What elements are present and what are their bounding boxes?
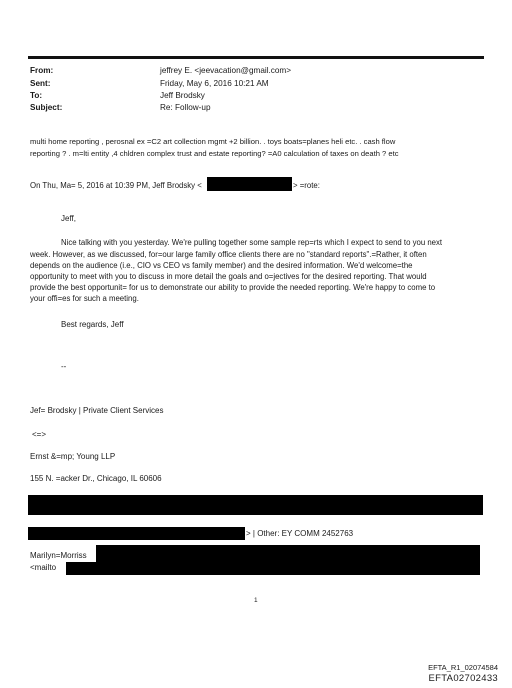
quote-intro-start: On Thu, Ma= 5, 2016 at 10:39 PM, Jeff Brodsky < — [30, 181, 202, 190]
quote-body-line-1: Nice talking with you yesterday. We're pulling together some sample rep=rts which I expect to send to you next — [61, 238, 443, 247]
redaction-block-1 — [28, 495, 483, 515]
to-value: Jeff Brodsky — [160, 91, 205, 100]
subject-label: Subject: — [30, 103, 63, 112]
to-label: To: — [30, 91, 43, 100]
from-value: jeffrey E. <jeevacation@gmail.com> — [160, 66, 292, 75]
quote-body-line-6: your offi=es for such a meeting. — [30, 294, 139, 303]
signature-company: Ernst &=mp; Young LLP — [30, 452, 116, 461]
reply-line-2: reporting ? . m=lti entity ,4 chldren complex trust and estate reporting? =A0 calculation of taxes on death ? etc — [30, 149, 399, 158]
redaction-email — [207, 177, 292, 191]
bates-number-1: EFTA_R1_02074584 — [428, 663, 498, 672]
from-label: From: — [30, 66, 54, 75]
quote-body-line-5: provide the best opportunit= for us to demonstrate our ability to provide the needed reporting. We're happy to come to — [30, 283, 436, 292]
redaction-block-3 — [96, 545, 480, 563]
signature-angle: <=> — [32, 430, 47, 439]
quote-closing: Best regards, Jeff — [61, 320, 124, 329]
signature-name-line: Jef= Brodsky | Private Client Services — [30, 406, 164, 415]
sent-value: Friday, May 6, 2016 10:21 AM — [160, 79, 269, 88]
signature-address: 155 N. =acker Dr., Chicago, IL 60606 — [30, 474, 162, 483]
quote-salutation: Jeff, — [61, 214, 76, 223]
redaction-block-4 — [66, 562, 480, 575]
reply-line-1: multi home reporting , perosnal ex =C2 art collection mgmt +2 billion. . toys boats=planes heli etc. . cash flow — [30, 137, 396, 146]
header-rule — [28, 56, 484, 59]
redaction-block-2 — [28, 527, 245, 540]
signature-other: > | Other: EY COMM 2452763 — [246, 529, 354, 538]
cc-name: Marilyn=Morriss — [30, 551, 87, 560]
subject-value: Re: Follow-up — [160, 103, 211, 112]
quote-body-line-3: depends on the audience (i.e., CIO vs CEO vs family member) and the desired information. We'd welcome=the — [30, 261, 413, 270]
bates-number-2: EFTA02702433 — [428, 673, 498, 684]
cc-mailto: <mailto — [30, 563, 57, 572]
sent-label: Sent: — [30, 79, 51, 88]
quote-intro-end: > =rote: — [293, 181, 320, 190]
quote-body-line-2: week. However, as we discussed, for=our large family office clients there are no "standard reports".=Rather, it often — [30, 250, 427, 259]
quote-body-line-4: opportunity to meet with you to discuss in more detail the goals and o=jectives for the desired reporting. That would — [30, 272, 427, 281]
page-number: 1 — [254, 597, 258, 604]
signature-separator: -- — [61, 362, 67, 371]
